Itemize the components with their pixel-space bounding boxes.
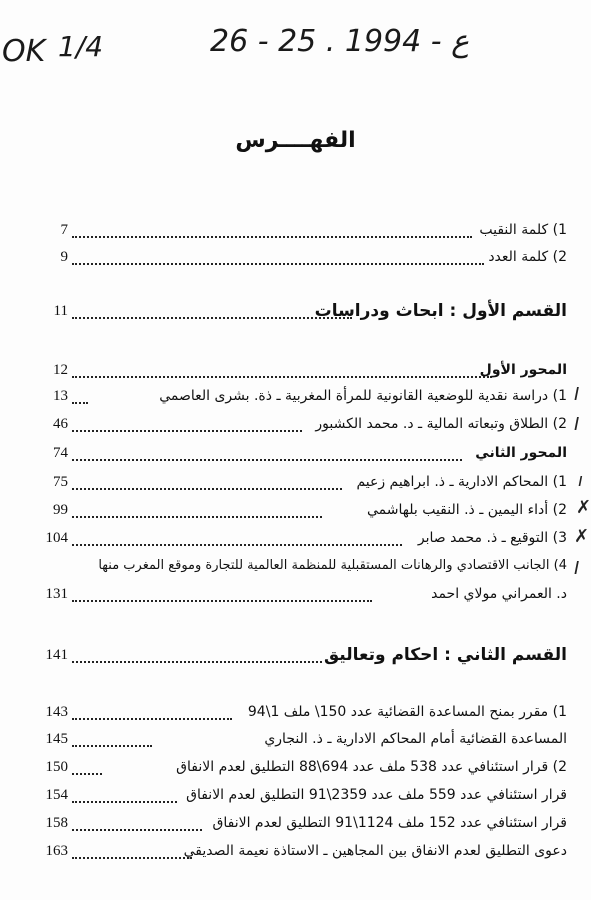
toc-section (0, 301, 591, 325)
entry-text: 4) الجانب الاقتصادي والرهانات المستقبلية للمنظمة العالمية للتجارة وموقع المغرب منها (98, 558, 567, 573)
margin-check-mark: ✗ (574, 526, 590, 547)
handwritten-fraction: 1/4 (58, 30, 104, 63)
dot-leader (72, 600, 372, 602)
page-number: 163 (45, 843, 68, 859)
section-title: القسم الثاني : احكام وتعاليق (323, 645, 567, 665)
subheading-text: المحور الأول (479, 362, 567, 378)
dot-leader (72, 857, 192, 859)
toc-subheading (0, 360, 591, 384)
dot-leader (72, 459, 462, 461)
toc-subheading (0, 443, 591, 467)
page-number: 104 (45, 530, 68, 546)
dot-leader (72, 516, 322, 518)
entry-text: 1) كلمة النقيب (479, 222, 567, 238)
entry-text: 1) المحاكم الادارية ـ ذ. ابراهيم زعيم (356, 474, 567, 490)
page-number: 154 (45, 787, 68, 803)
margin-check-mark: ı (578, 470, 584, 491)
page-number: 12 (53, 362, 68, 378)
toc-entry (0, 472, 591, 496)
page-number: 143 (45, 704, 68, 720)
dot-leader (72, 829, 202, 831)
handwritten-ok: OK (2, 34, 46, 69)
entry-text: 2) كلمة العدد (488, 249, 567, 265)
toc-entry (0, 702, 591, 726)
entry-text: 1) دراسة نقدية للوضعية القانونية للمرأة المغربية ـ ذة. بشرى العاصمي (159, 388, 567, 404)
page-number: 7 (60, 222, 68, 238)
dot-leader (72, 376, 492, 378)
dot-leader (72, 430, 302, 432)
subheading-text: المحور الثاني (475, 445, 567, 461)
toc-entry (0, 813, 591, 837)
entry-text: د. العمراني مولاي احمد (431, 586, 567, 602)
page-number: 46 (53, 416, 68, 432)
margin-check-mark: ✗ (576, 497, 591, 518)
dot-leader (72, 402, 88, 404)
entry-text: دعوى التطليق لعدم الانفاق بين المجاهين ـ الاستاذة نعيمة الصديقي (183, 843, 567, 859)
toc-section (0, 645, 591, 669)
dot-leader (72, 801, 177, 803)
page-number: 141 (45, 647, 68, 663)
page-number: 9 (60, 249, 68, 265)
dot-leader (72, 661, 322, 663)
dot-leader (72, 236, 472, 238)
page-number: 99 (53, 502, 68, 518)
page-number: 131 (45, 586, 68, 602)
page-number: 75 (53, 474, 68, 490)
page-number: 145 (45, 731, 68, 747)
page-number: 158 (45, 815, 68, 831)
dot-leader (72, 488, 342, 490)
page-number: 74 (53, 445, 68, 461)
margin-check-mark: I (574, 558, 580, 579)
entry-text: 1) مقرر بمنح المساعدة القضائية عدد 150\ ملف 1\94 (247, 704, 567, 720)
section-title: القسم الأول : ابحاث ودراسات (314, 301, 567, 321)
dot-leader (72, 718, 232, 720)
toc-entry (0, 500, 591, 524)
toc-entry (0, 584, 591, 608)
margin-check-mark: I (574, 414, 580, 435)
toc-entry (0, 414, 591, 438)
entry-text: 2) أداء اليمين ـ ذ. النقيب بلهاشمي (367, 502, 567, 518)
dot-leader (72, 263, 484, 265)
toc-entry (0, 785, 591, 809)
entry-text: 2) الطلاق وتبعاته المالية ـ د. محمد الكشبور (315, 416, 567, 432)
toc-entry (0, 841, 591, 865)
toc-entry (0, 757, 591, 781)
toc-entry (0, 247, 591, 271)
toc-entry (0, 528, 591, 552)
dot-leader (72, 745, 152, 747)
dot-leader (72, 317, 352, 319)
page-number: 150 (45, 759, 68, 775)
entry-text: قرار استئنافي عدد 559 ملف عدد 2359\91 التطليق لعدم الانفاق (186, 787, 567, 803)
entry-text: 2) قرار استئنافي عدد 538 ملف عدد 694\88 التطليق لعدم الانفاق (176, 759, 567, 775)
handwritten-date: 26 - 25 . ع - 1994 (210, 24, 470, 59)
toc-entry (0, 386, 591, 410)
entry-text: قرار استئنافي عدد 152 ملف 1124\91 التطليق لعدم الانفاق (212, 815, 567, 831)
margin-check-mark: I (574, 384, 580, 405)
toc-entry (0, 729, 591, 753)
dot-leader (72, 773, 102, 775)
page-number: 13 (53, 388, 68, 404)
page-number: 11 (53, 303, 68, 319)
page-title: الفهــــرس (235, 128, 356, 153)
entry-text: المساعدة القضائية أمام المحاكم الادارية ـ ذ. النجاري (264, 731, 567, 747)
dot-leader (72, 544, 402, 546)
entry-text: 3) التوقيع ـ ذ. محمد صابر (417, 530, 567, 546)
toc-entry (0, 556, 591, 580)
toc-entry (0, 220, 591, 244)
